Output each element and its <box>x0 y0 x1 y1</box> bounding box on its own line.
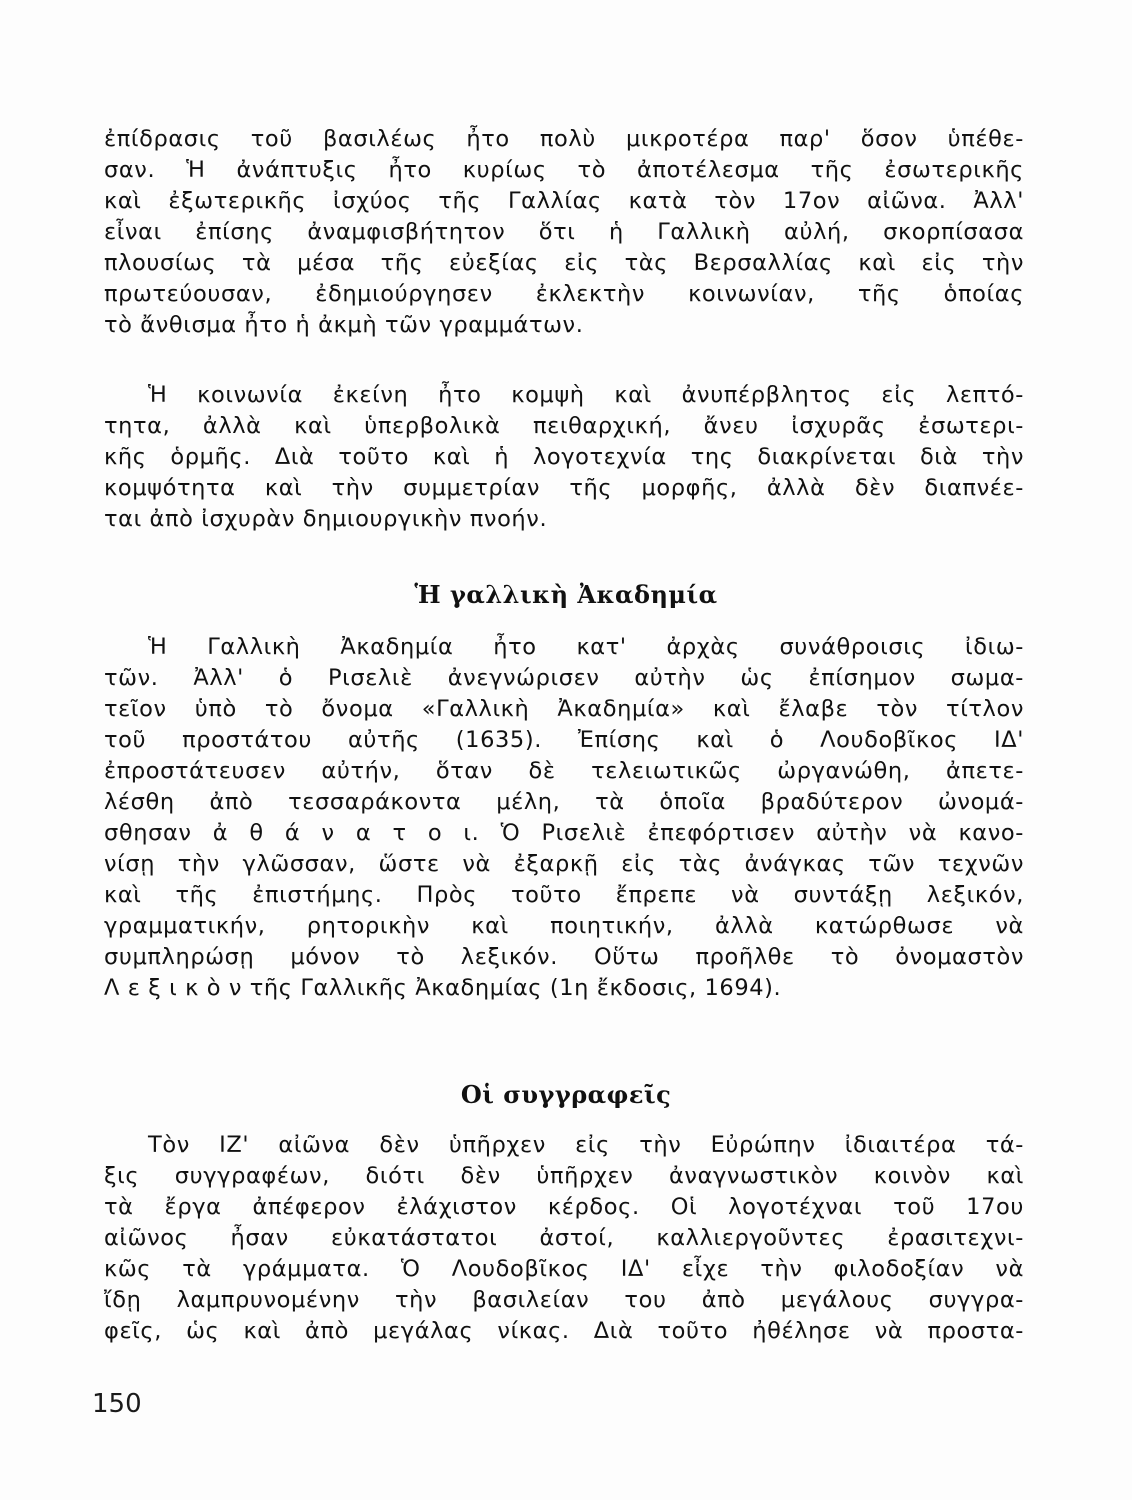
text-line: γραμματικήν, ρητορικὴν καὶ ποιητικήν, ἀλλὰ κατώρθωσε νὰ <box>104 913 1024 939</box>
text-line: τεῖον ὑπὸ τὸ ὄνομα «Γαλλικὴ Ἀκαδημία» καὶ ἔλαβε τὸν τίτλον <box>104 696 1024 722</box>
text-line: ται ἀπὸ ἰσχυρὰν δημιουργικὴν πνοήν. <box>104 506 548 532</box>
text-line: τητα, ἀλλὰ καὶ ὑπερβολικὰ πειθαρχική, ἄνευ ἰσχυρᾶς ἐσωτερι- <box>104 413 1024 439</box>
text-line: ἴδῃ λαμπρυνομένην τὴν βασιλείαν του ἀπὸ μεγάλους συγγρα- <box>104 1287 1024 1313</box>
paragraph-writers <box>104 1130 1024 1347</box>
text-line: κομψότητα καὶ τὴν συμμετρίαν τῆς μορφῆς, ἀλλὰ δὲν διαπνέε- <box>104 475 1024 501</box>
text-line: κῶς τὰ γράμματα. Ὁ Λουδοβῖκος ΙΔ' εἶχε τὴν φιλοδοξίαν νὰ <box>104 1256 1024 1282</box>
text-line: τῶν. Ἀλλ' ὁ Ρισελιὲ ἀνεγνώρισεν αὐτὴν ὡς ἐπίσημον σωμα- <box>104 665 1024 691</box>
text-line: τὰ ἔργα ἀπέφερον ἐλάχιστον κέρδος. Οἱ λογοτέχναι τοῦ 17ου <box>104 1194 1024 1220</box>
text-line: εἶναι ἐπίσης ἀναμφισβήτητον ὅτι ἡ Γαλλικὴ αὐλή, σκορπίσασα <box>104 219 1024 245</box>
text-line: σαν. Ἡ ἀνάπτυξις ἦτο κυρίως τὸ ἀποτέλεσμα τῆς ἐσωτερικῆς <box>104 157 1024 183</box>
text-line: ξις συγγραφέων, διότι δὲν ὑπῆρχεν ἀναγνωστικὸν κοινὸν καὶ <box>104 1163 1024 1189</box>
section-heading-academy: Ἡ γαλλικὴ Ἀκαδημία <box>414 580 718 609</box>
text-line: πλουσίως τὰ μέσα τῆς εὐεξίας εἰς τὰς Βερσαλλίας καὶ εἰς τὴν <box>104 250 1024 276</box>
paragraph-society <box>104 380 1024 535</box>
text-line: κῆς ὁρμῆς. Διὰ τοῦτο καὶ ἡ λογοτεχνία της διακρίνεται διὰ τὴν <box>104 444 1024 470</box>
text-line: τὸ ἄνθισμα ἦτο ἡ ἀκμὴ τῶν γραμμάτων. <box>104 312 584 338</box>
page-number: 150 <box>92 1389 142 1419</box>
text-line: πρωτεύουσαν, ἐδημιούργησεν ἐκλεκτὴν κοινωνίαν, τῆς ὁποίας <box>104 281 1024 307</box>
text-line: λέσθη ἀπὸ τεσσαράκοντα μέλη, τὰ ὁποῖα βραδύτερον ὠνομά- <box>104 789 1024 815</box>
section-heading-writers: Οἱ συγγραφεῖς <box>460 1080 672 1109</box>
text-line: συμπληρώσῃ μόνον τὸ λεξικόν. Οὕτω προῆλθε τὸ ὀνομαστὸν <box>104 944 1024 970</box>
text-line: φεῖς, ὡς καὶ ἀπὸ μεγάλας νίκας. Διὰ τοῦτο ἠθέλησε νὰ προστα- <box>104 1318 1024 1344</box>
text-line: ἐπίδρασις τοῦ βασιλέως ἦτο πολὺ μικροτέρα παρ' ὅσον ὑπέθε- <box>104 126 1024 152</box>
text-line: αἰῶνος ἦσαν εὐκατάστατοι ἀστοί, καλλιεργοῦντες ἐρασιτεχνι- <box>104 1225 1024 1251</box>
text-line: καὶ ἐξωτερικῆς ἰσχύος τῆς Γαλλίας κατὰ τὸν 17ον αἰῶνα. Ἀλλ' <box>104 188 1024 214</box>
text-line: τοῦ προστάτου αὐτῆς (1635). Ἐπίσης καὶ ὁ Λουδοβῖκος ΙΔ' <box>104 727 1024 753</box>
text-line: Λ ε ξ ι κ ὸ ν τῆς Γαλλικῆς Ἀκαδημίας (1η ἔκδοσις, 1694). <box>104 975 782 1001</box>
text-line: νίσῃ τὴν γλῶσσαν, ὥστε νὰ ἐξαρκῇ εἰς τὰς ἀνάγκας τῶν τεχνῶν <box>104 851 1024 877</box>
text-line: Ἡ κοινωνία ἐκείνη ἦτο κομψὴ καὶ ἀνυπέρβλητος εἰς λεπτό- <box>148 382 1024 408</box>
paragraph-influence <box>104 124 1024 341</box>
paragraph-academy <box>104 632 1024 1004</box>
text-line: Ἡ Γαλλικὴ Ἀκαδημία ἦτο κατ' ἀρχὰς συνάθροισις ἰδιω- <box>148 634 1024 660</box>
text-line: Τὸν ΙΖ' αἰῶνα δὲν ὑπῆρχεν εἰς τὴν Εὐρώπην ἰδιαιτέρα τά- <box>148 1132 1024 1158</box>
text-line: ἐπροστάτευσεν αὐτήν, ὅταν δὲ τελειωτικῶς ὠργανώθη, ἀπετε- <box>104 758 1024 784</box>
text-line: καὶ τῆς ἐπιστήμης. Πρὸς τοῦτο ἔπρεπε νὰ συντάξῃ λεξικόν, <box>104 882 1024 908</box>
text-line: σθησαν ἀ θ ά ν α τ ο ι. Ὁ Ρισελιὲ ἐπεφόρτισεν αὐτὴν νὰ κανο- <box>104 820 1024 846</box>
